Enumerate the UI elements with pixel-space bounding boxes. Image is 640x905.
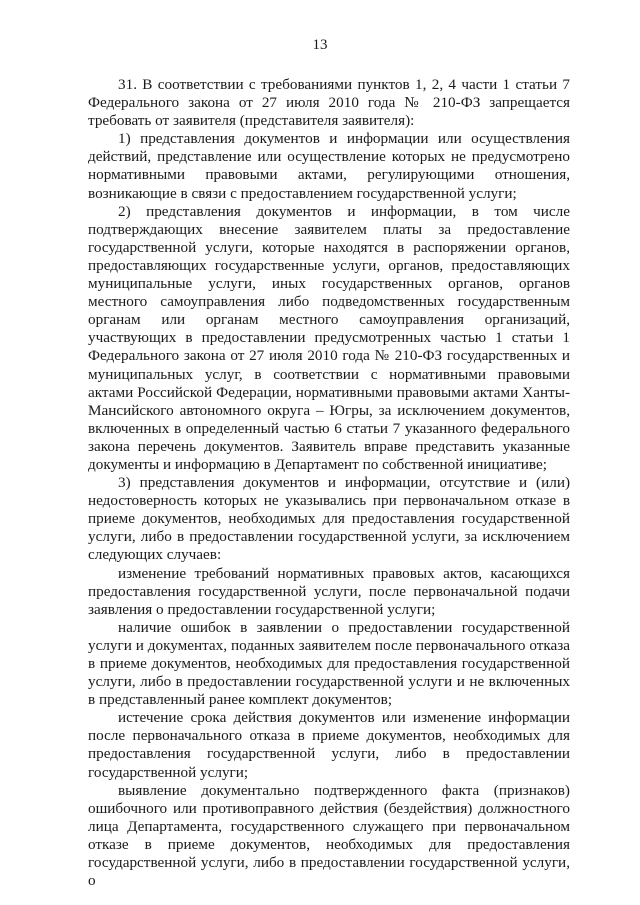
paragraph-item-3: 3) представления документов и информации, отсутствие и (или) недостоверность которых не указывались при первоначальном отказе в приеме документов, необходимых для предоставления государственной услуги, либо в предоставлении государственной услуги, за исключением следующих случаев: (88, 474, 570, 564)
paragraph-case-requirements-change: изменение требований нормативных правовых актов, касающихся предоставления государственной услуги, после первоначальной подачи заявления о предоставлении государственной услуги; (88, 564, 570, 618)
page-number: 13 (312, 37, 328, 53)
paragraph-item-2: 2) представления документов и информации, в том числе подтверждающих внесение заявителем платы за предоставление государственной услуги, которые находятся в распоряжении органов, предоставляющих государственные услуги, органов, предоставляющих муниципальные услуги, иных государственных органов, органов местного самоуправления либо подведомственных государственным органам или органам местного самоуправления организаций, участвующих в предоставлении предусмотренных частью 1 статьи 1 Федерального закона от 27 июля 2010 года № 210-ФЗ государственных и муниципальных услуг, в соответствии с нормативными правовыми актами Российской Федерации, нормативными правовыми актами Ханты-Мансийского автономного округа – Югры, за исключением документов, включенных в определенный частью 6 статьи 7 указанного федерального закона перечень документов. Заявитель вправе представить указанные документы и информацию в Департамент по собственной инициативе; (88, 202, 570, 473)
document-body (88, 76, 570, 890)
paragraph-case-expiry: истечение срока действия документов или изменение информации после первоначального отказа в приеме документов, необходимых для предоставления государственной услуги, либо в предоставлении государственной услуги; (88, 709, 570, 781)
paragraph-case-misconduct: выявление документально подтвержденного факта (признаков) ошибочного или противоправного действия (бездействия) должностного лица Департамента, государственного служащего при первоначальном отказе в приеме документов, необходимых для предоставления государственной услуги, либо в предоставлении государственной услуги, о (88, 781, 570, 890)
paragraph-case-errors: наличие ошибок в заявлении о предоставлении государственной услуги и документах, поданных заявителем после первоначального отказа в приеме документов, необходимых для предоставления государственной услуги, либо в предоставлении государственной услуги и не включенных в представленный ранее комплект документов; (88, 618, 570, 709)
paragraph-item-1: 1) представления документов и информации или осуществления действий, представление или осуществление которых не предусмотрено нормативными правовыми актами, регулирующими отношения, возникающие в связи с предоставлением государственной услуги; (88, 130, 570, 202)
paragraph-31-intro: 31. В соответствии с требованиями пунктов 1, 2, 4 части 1 статьи 7 Федерального закона от 27 июля 2010 года № 210-ФЗ запрещается требовать от заявителя (представителя заявителя): (88, 76, 570, 130)
